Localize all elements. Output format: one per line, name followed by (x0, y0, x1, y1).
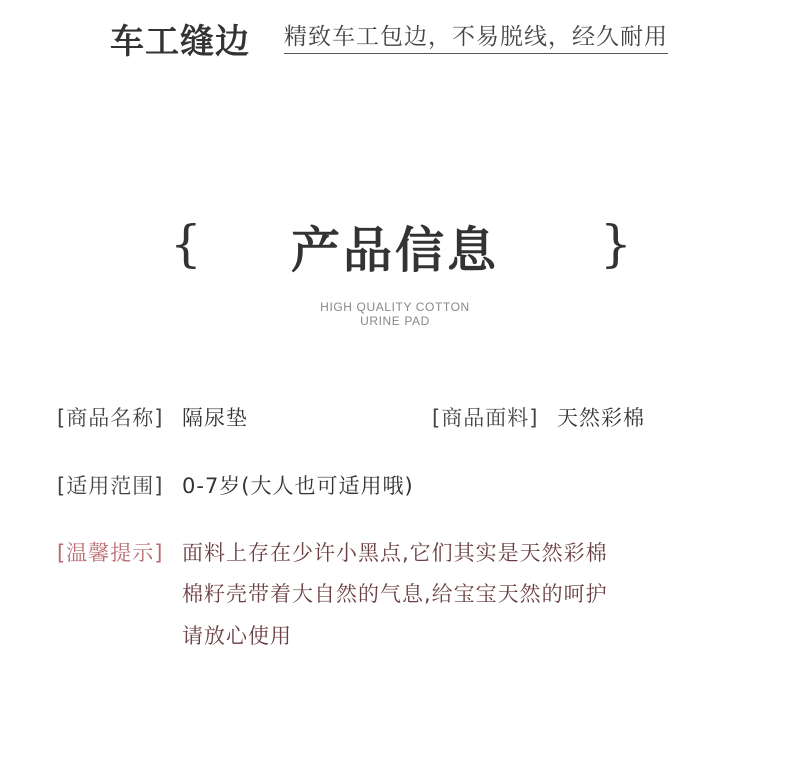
feature-title: 车工缝边 (110, 22, 250, 62)
warm-tip-line-3: 请放心使用 (182, 624, 292, 648)
right-brace: } (600, 215, 632, 273)
subtitle-line-2: URINE PAD (360, 314, 430, 328)
left-brace: { (170, 215, 202, 273)
product-fabric-value: 天然彩棉 (557, 406, 645, 430)
usage-range-label: [适用范围] (57, 474, 164, 498)
product-name-value: 隔尿垫 (182, 406, 248, 430)
feature-description: 精致车工包边，不易脱线，经久耐用 (284, 18, 668, 54)
section-subtitle (0, 300, 790, 328)
product-name-label: [商品名称] (57, 406, 164, 430)
section-title: 产品信息 (290, 222, 499, 279)
warm-tip-label: [温馨提示] (57, 541, 164, 565)
warm-tip-line-1: 面料上存在少许小黑点,它们其实是天然彩棉 (182, 541, 608, 565)
warm-tip-line-2: 棉籽壳带着大自然的气息,给宝宝天然的呵护 (182, 582, 608, 606)
subtitle-line-1: HIGH QUALITY COTTON (320, 300, 470, 314)
product-fabric-label: [商品面料] (432, 406, 539, 430)
usage-range-value: 0-7岁(大人也可适用哦) (182, 474, 414, 498)
